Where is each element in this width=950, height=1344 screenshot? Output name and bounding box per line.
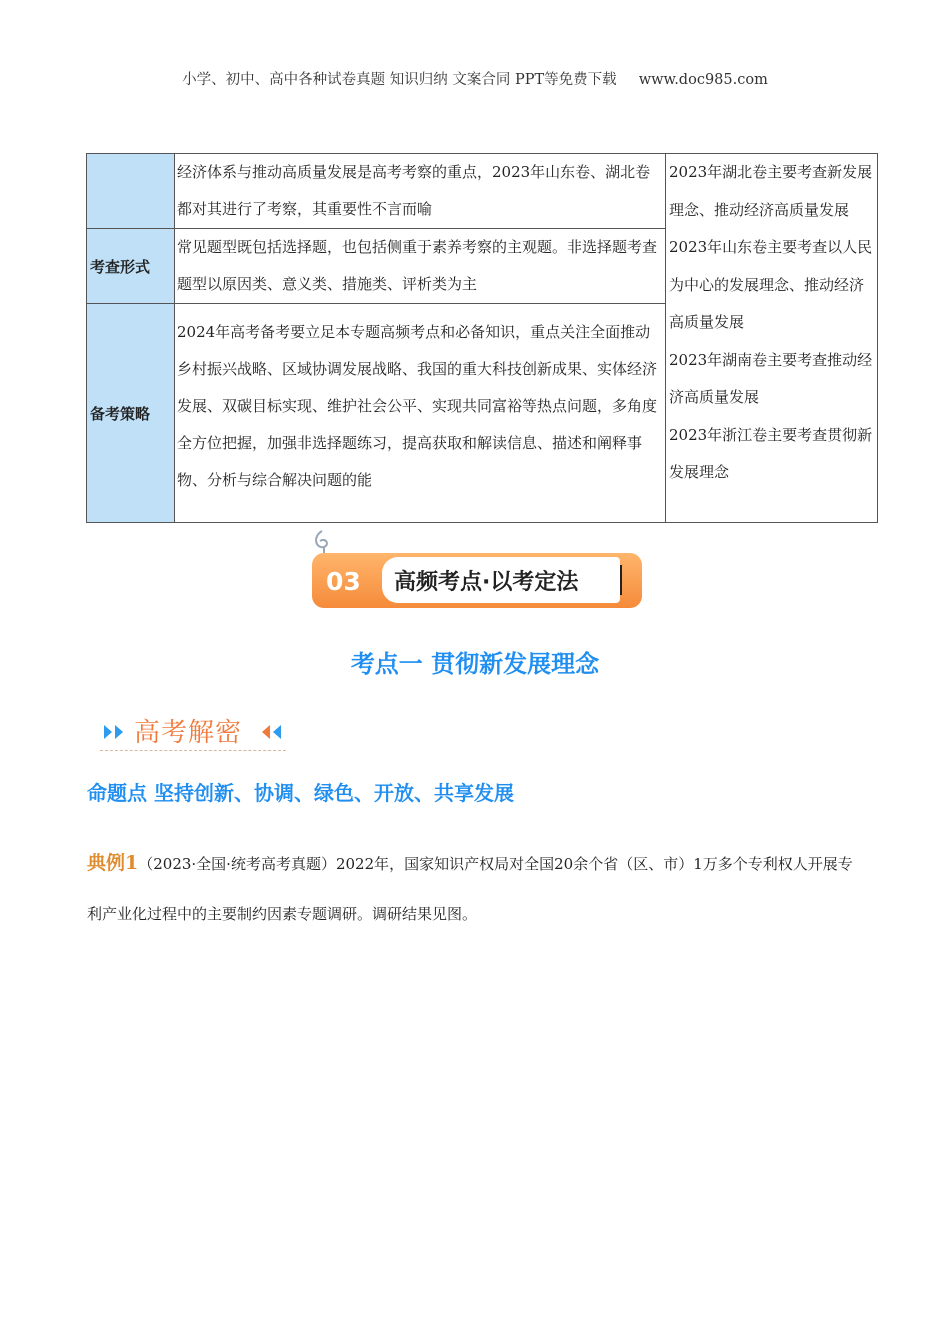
banner-cursor: [620, 565, 622, 595]
dashed-divider: [100, 750, 286, 751]
header-site-link[interactable]: www.doc985.com: [638, 72, 768, 88]
table-side-column: [666, 154, 878, 523]
header-text: 小学、初中、高中各种试卷真题 知识归纳 文案合同 PPT等免费下载: [182, 72, 617, 88]
exam-analysis-table: [86, 153, 878, 523]
table-row3-label: 备考策略: [87, 304, 175, 523]
table-row3-content: 2024年高考备考要立足本专题高频考点和必备知识，重点关注全面推动乡村振兴战略、区域协调发展战略、我国的重大科技创新成果、实体经济发展、双碳目标实现、维护社会公平、实现共同富裕等热点问题，多角度全方位把握，加强非选择题练习，提高获取和解读信息、描述和阐释事物、分析与综合解决问题的能: [175, 304, 666, 523]
banner-number: 03: [326, 567, 361, 596]
double-arrow-left-icon: [260, 722, 290, 742]
example-label: 典例1: [87, 852, 139, 874]
section-banner: [300, 527, 650, 612]
gaokao-label: 高考解密: [134, 718, 243, 748]
table-row2-content: 常见题型既包括选择题，也包括侧重于素养考察的主观题。非选择题考查题型以原因类、意义类、措施类、评析类为主: [175, 229, 666, 304]
example-paragraph: [87, 838, 867, 939]
side-item: 2023年山东卷主要考查以人民为中心的发展理念、推动经济高质量发展: [669, 238, 873, 331]
table-row2-label: 考查形式: [87, 229, 175, 304]
banner-title: 高频考点·以考定法: [394, 570, 579, 595]
kaodian-title: 考点一 贯彻新发展理念: [350, 650, 600, 678]
table-row1-label: [87, 154, 175, 229]
side-item: 2023年浙江卷主要考查贯彻新发展理念: [669, 425, 873, 481]
side-item: 2023年湖南卷主要考查推动经济高质量发展: [669, 350, 873, 406]
double-arrow-right-icon: [102, 722, 132, 742]
mingti-title: 命题点 坚持创新、协调、绿色、开放、共享发展: [87, 781, 514, 805]
table-row1-content: 经济体系与推动高质量发展是高考考察的重点，2023年山东卷、湖北卷都对其进行了考察，其重要性不言而喻: [175, 154, 666, 229]
page-header: [0, 68, 950, 89]
example-text: （2023·全国·统考高考真题）2022年，国家知识产权局对全国20余个省（区、市）1万多个专利权人开展专利产业化过程中的主要制约因素专题调研。调研结果见图。: [87, 855, 853, 923]
side-item: 2023年湖北卷主要考查新发展理念、推动经济高质量发展: [669, 163, 873, 219]
gaokao-section-label: [100, 710, 290, 754]
